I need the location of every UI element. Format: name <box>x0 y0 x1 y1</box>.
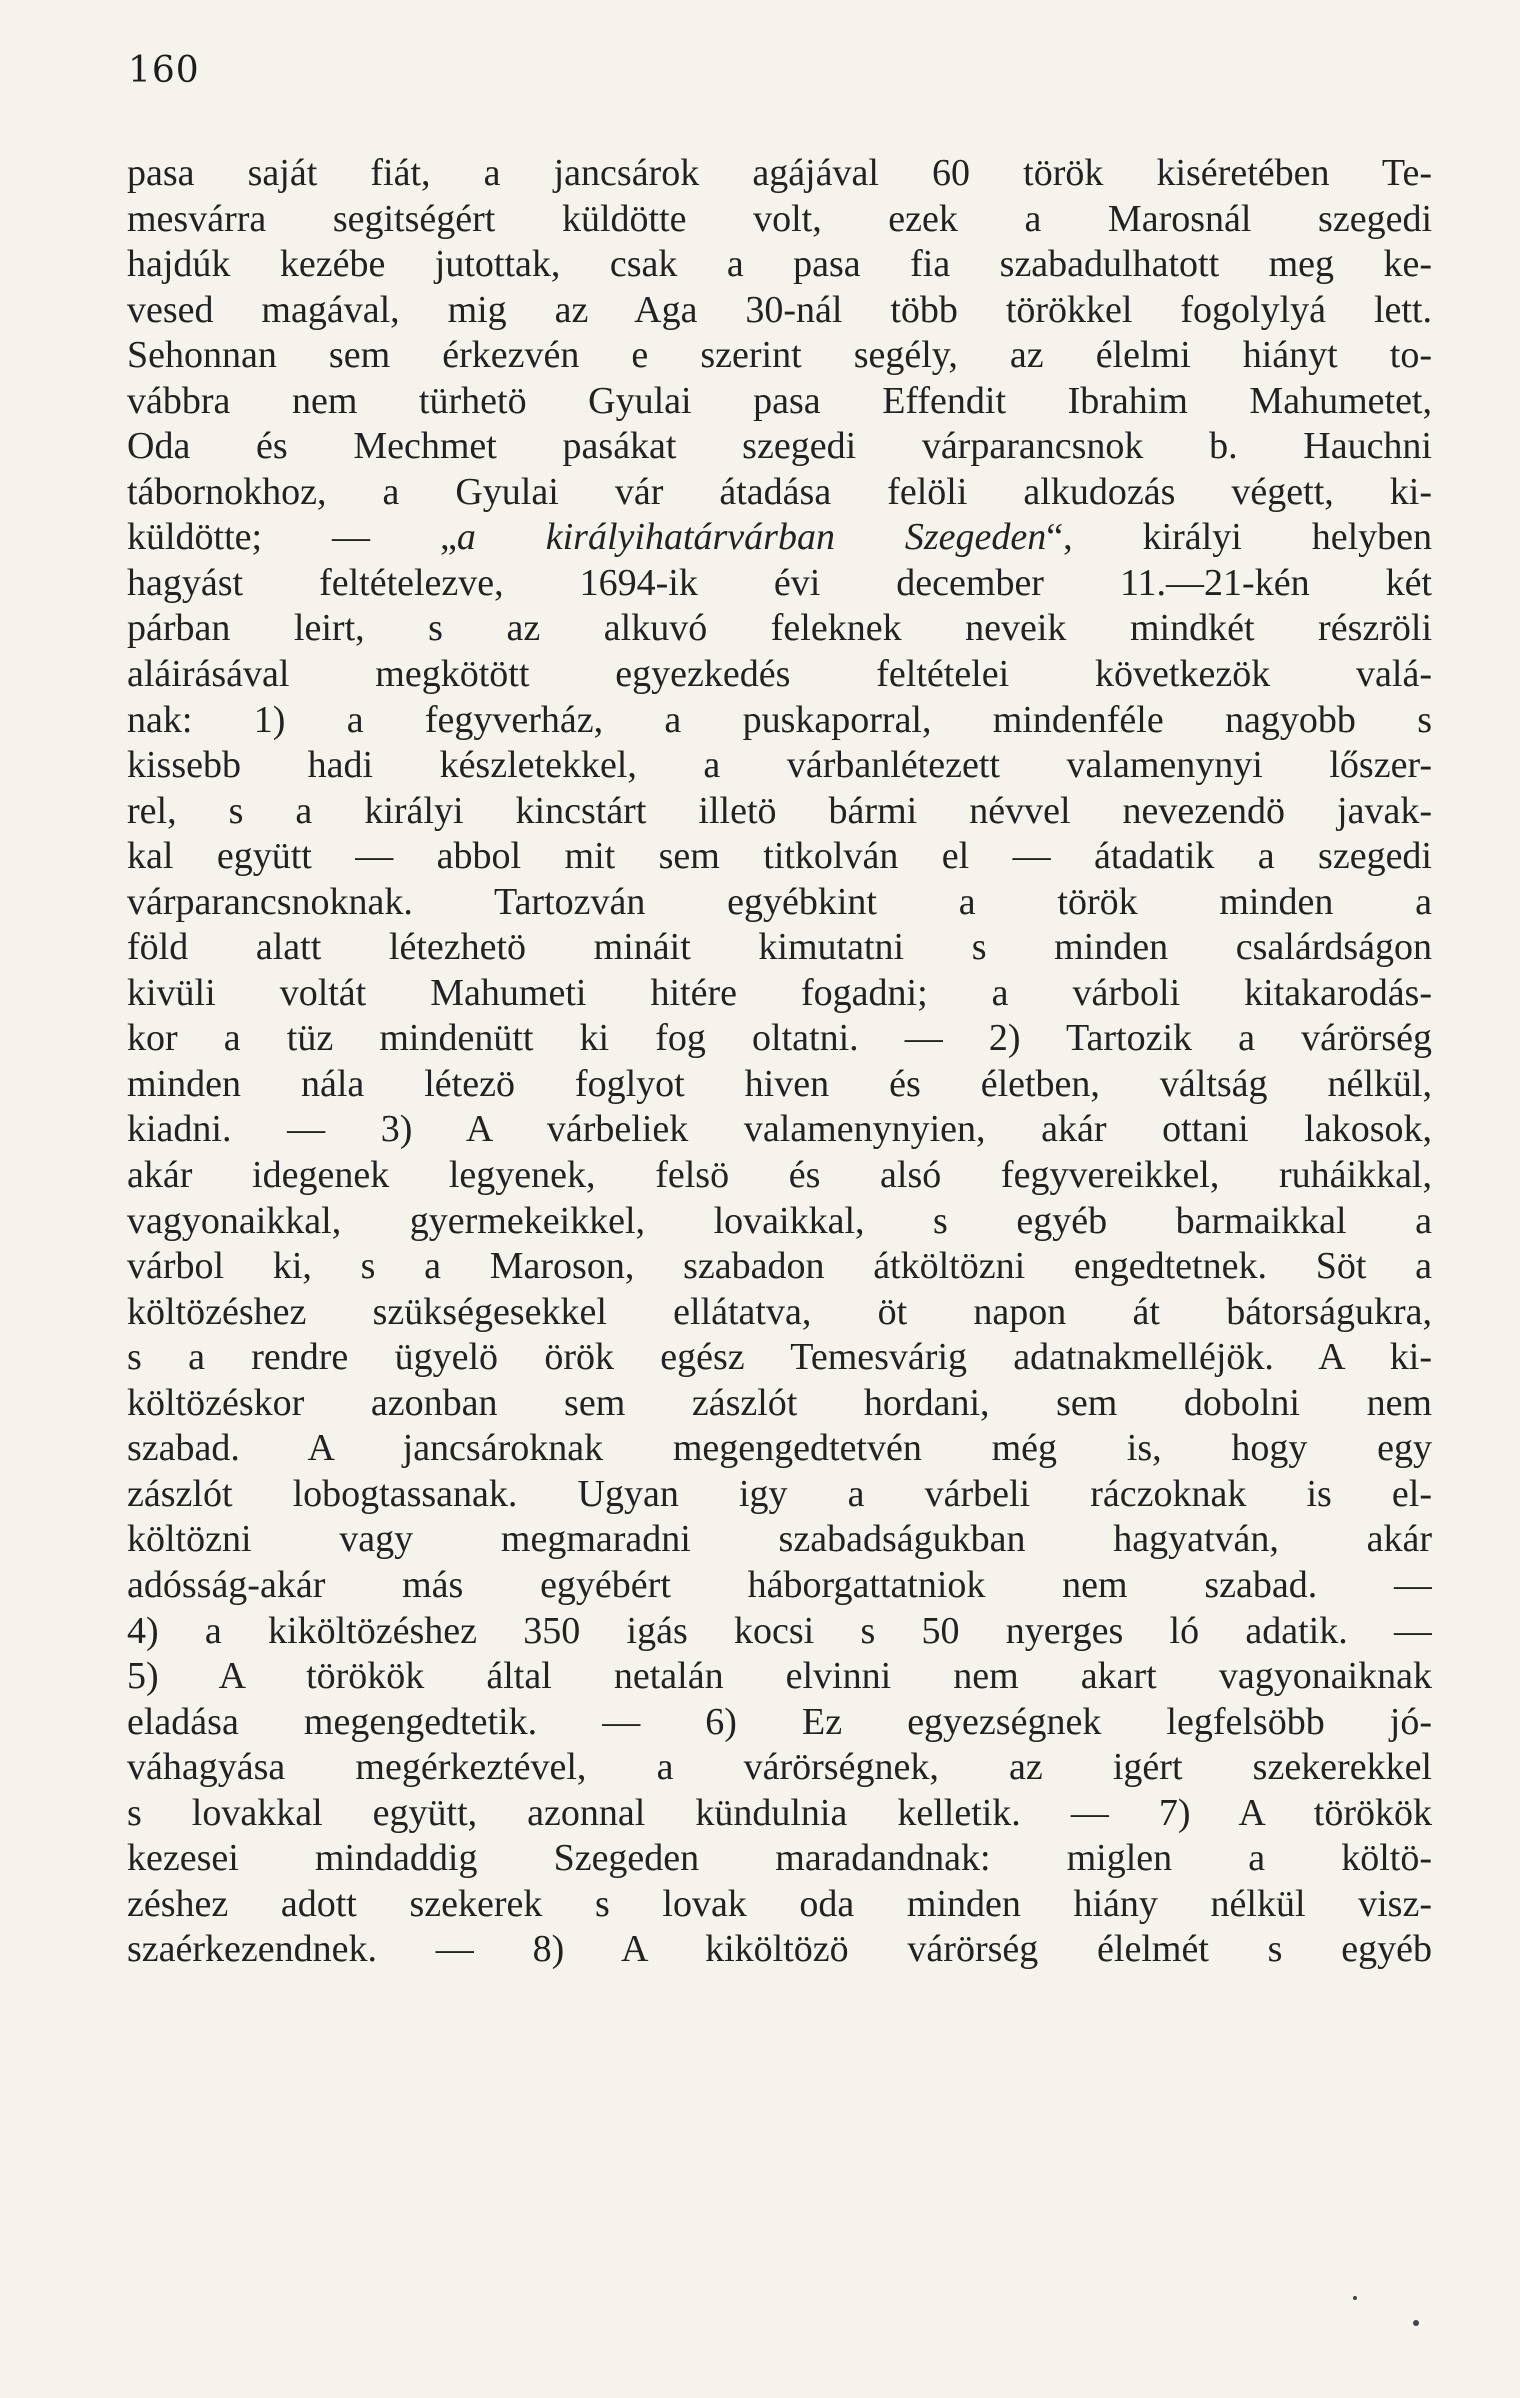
text-segment: 5) A törökök által netalán elvinni nem akart vagyonaiknak <box>127 1655 1432 1698</box>
text-segment: kiadni. — 3) A várbeliek valamenynyien, akár ottani lakosok, <box>127 1108 1432 1151</box>
text-segment: zászlót lobogtassanak. Ugyan igy a várbeli ráczoknak is el- <box>127 1472 1432 1515</box>
text-segment: zéshez adott szekerek s lovak oda minden hiány nélkül visz- <box>127 1882 1432 1925</box>
text-line <box>127 743 1432 789</box>
text-line <box>127 606 1432 652</box>
text-segment: föld alatt létezhetö mináit kimutatni s minden csalárdságon <box>127 926 1432 969</box>
text-segment: kissebb hadi készletekkel, a várbanlétezett valamenynyi lőszer- <box>127 744 1432 787</box>
text-line <box>127 834 1432 880</box>
text-segment: szabad. A jancsároknak megengedtetvén még is, hogy egy <box>127 1427 1432 1470</box>
text-line <box>127 561 1432 607</box>
text-line <box>127 197 1432 243</box>
text-line <box>127 1609 1432 1655</box>
text-segment: Oda és Mechmet pasákat szegedi várparancsnok b. Hauchni <box>127 425 1432 468</box>
text-line <box>127 652 1432 698</box>
text-line <box>127 1153 1432 1199</box>
text-line <box>127 1836 1432 1882</box>
text-segment: pasa saját fiát, a jancsárok agájával 60 török kiséretében Te- <box>127 152 1432 194</box>
text-segment: váhagyása megérkeztével, a várörségnek, az igért szekerekkel <box>127 1746 1432 1789</box>
text-segment: kezesei mindaddig Szegeden maradandnak: miglen a költö- <box>127 1837 1432 1880</box>
text-segment: kivüli voltát Mahumeti hitére fogadni; a várboli kitakarodás- <box>127 971 1432 1014</box>
text-segment: várparancsnoknak. Tartozván egyébkint a török minden a <box>127 880 1432 923</box>
text-line <box>127 1016 1432 1062</box>
text-segment: aláirásával megkötött egyezkedés feltételei következök valá- <box>127 653 1432 696</box>
text-line <box>127 1335 1432 1381</box>
italic-quote: a királyihatárvárban Szegeden <box>456 516 1047 559</box>
text-segment: küldötte; — „ <box>127 516 457 559</box>
text-segment: rel, s a királyi kincstárt illetö bármi névvel nevezendö javak- <box>127 789 1432 832</box>
text-line <box>127 424 1432 470</box>
text-segment: “, királyi helyben <box>1046 516 1432 559</box>
text-line <box>127 925 1432 971</box>
text-line <box>127 789 1432 835</box>
ink-speck <box>1353 2296 1357 2300</box>
text-line <box>127 470 1432 516</box>
text-line <box>127 971 1432 1017</box>
text-segment: kal együtt — abbol mit sem titkolván el — átadatik a szegedi <box>127 835 1432 878</box>
text-line <box>127 1517 1432 1563</box>
ink-speck <box>1413 2320 1419 2326</box>
text-segment: s lovakkal együtt, azonnal kündulnia kelletik. — 7) A törökök <box>127 1791 1432 1834</box>
text-line <box>127 333 1432 379</box>
text-line <box>127 1107 1432 1153</box>
text-segment: költözéskor azonban sem zászlót hordani, sem dobolni nem <box>127 1381 1432 1424</box>
text-line <box>127 1290 1432 1336</box>
text-line <box>127 1700 1432 1746</box>
text-segment: minden nála létezö foglyot hiven és életben, váltság nélkül, <box>127 1062 1432 1105</box>
text-line <box>127 1563 1432 1609</box>
text-line <box>127 379 1432 425</box>
body-text <box>127 151 1432 1973</box>
text-line <box>127 1654 1432 1700</box>
text-segment: s a rendre ügyelö örök egész Temesvárig adatnakmelléjök. A ki- <box>127 1336 1432 1379</box>
text-segment: költözéshez szükségesekkel ellátatva, öt napon át bátorságukra, <box>127 1290 1432 1333</box>
text-line <box>127 151 1432 197</box>
text-line <box>127 242 1432 288</box>
text-segment: Sehonnan sem érkezvén e szerint segély, az élelmi hiányt to- <box>127 334 1432 377</box>
text-segment: várbol ki, s a Maroson, szabadon átköltözni engedtetnek. Söt a <box>127 1245 1432 1288</box>
text-line <box>127 1472 1432 1518</box>
text-segment: vagyonaikkal, gyermekeikkel, lovaikkal, s egyéb barmaikkal a <box>127 1199 1432 1242</box>
text-segment: hagyást feltételezve, 1694-ik évi december 11.—21-kén két <box>127 561 1432 604</box>
text-line <box>127 698 1432 744</box>
text-segment: 4) a kiköltözéshez 350 igás kocsi s 50 nyerges ló adatik. — <box>127 1609 1432 1652</box>
text-line <box>127 1062 1432 1108</box>
text-segment: eladása megengedtetik. — 6) Ez egyezségnek legfelsöbb jó- <box>127 1700 1432 1743</box>
text-line <box>127 288 1432 334</box>
text-segment: vesed magával, mig az Aga 30-nál több törökkel fogolylyá lett. <box>127 288 1432 331</box>
text-segment: költözni vagy megmaradni szabadságukban hagyatván, akár <box>127 1518 1432 1561</box>
text-line <box>127 1381 1432 1427</box>
text-segment: tábornokhoz, a Gyulai vár átadása felöli alkudozás végett, ki- <box>127 470 1432 513</box>
text-segment: szaérkezendnek. — 8) A kiköltözö várörség élelmét s egyéb <box>127 1928 1432 1971</box>
text-line <box>127 1927 1432 1973</box>
page-number: 160 <box>128 50 200 91</box>
text-segment: vábbra nem türhetö Gyulai pasa Effendit Ibrahim Mahumetet, <box>127 379 1432 422</box>
text-segment: kor a tüz mindenütt ki fog oltatni. — 2) Tartozik a várörség <box>127 1017 1432 1060</box>
text-line <box>127 880 1432 926</box>
text-line <box>127 515 1432 561</box>
text-segment: nak: 1) a fegyverház, a puskaporral, mindenféle nagyobb s <box>127 698 1432 741</box>
text-line <box>127 1882 1432 1928</box>
text-line <box>127 1745 1432 1791</box>
text-line <box>127 1426 1432 1472</box>
text-segment: akár idegenek legyenek, felsö és alsó fegyvereikkel, ruháikkal, <box>127 1154 1432 1197</box>
text-segment: hajdúk kezébe jutottak, csak a pasa fia szabadulhatott meg ke- <box>127 243 1432 286</box>
text-line <box>127 1199 1432 1245</box>
text-line <box>127 1244 1432 1290</box>
text-line <box>127 1791 1432 1837</box>
text-segment: mesvárra segitségért küldötte volt, ezek a Marosnál szegedi <box>127 197 1432 240</box>
text-segment: adósság-akár más egyébért háborgattatniok nem szabad. — <box>127 1563 1432 1606</box>
text-segment: párban leirt, s az alkuvó feleknek neveik mindkét részröli <box>127 607 1432 650</box>
